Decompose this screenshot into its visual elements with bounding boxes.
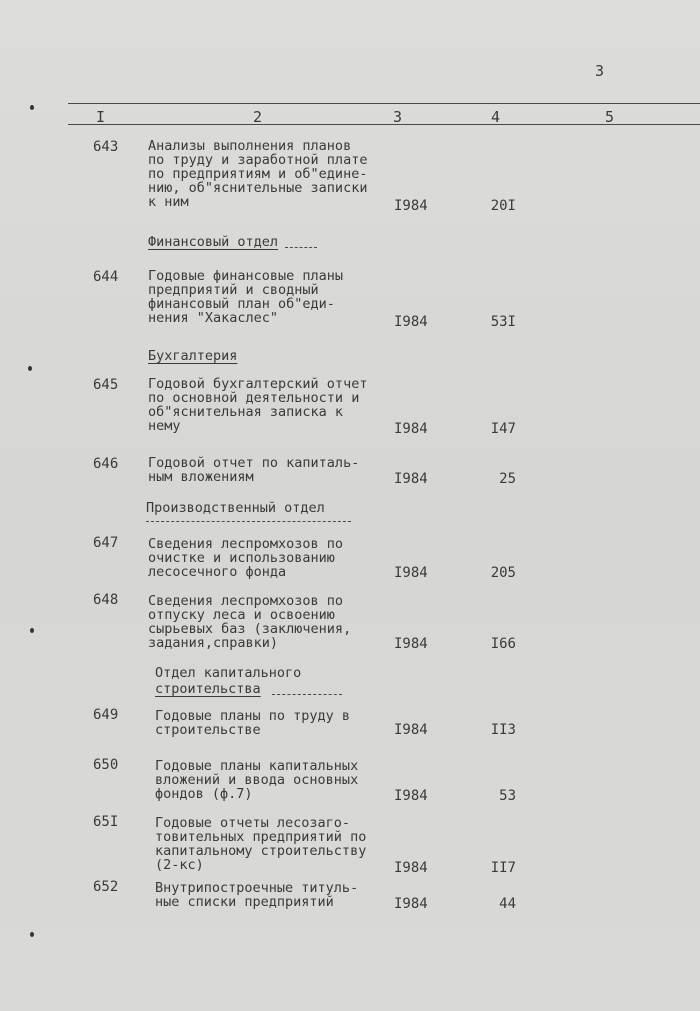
- entry-description: [148, 594, 351, 650]
- description-line: Анализы выполнения планов: [148, 138, 352, 154]
- description-line: Годовой бухгалтерский отчет: [148, 376, 368, 392]
- section-heading-capital-line2: строительства: [155, 681, 261, 697]
- section-heading-production: Производственный отдел: [146, 500, 325, 516]
- description-line: строительстве: [155, 722, 261, 738]
- description-line: Годовые отчеты лесозаго-: [155, 815, 351, 831]
- entry-sheet-count: II3: [490, 722, 516, 738]
- entry-year: I984: [394, 896, 428, 912]
- entry-sheet-count: 25: [499, 471, 516, 487]
- description-line: Годовые планы капитальных: [155, 758, 359, 774]
- entry-number: 650: [93, 757, 119, 773]
- description-line: отпуску леса и освоению: [148, 607, 335, 623]
- description-line: к ним: [148, 194, 189, 210]
- entry-number: 645: [93, 377, 119, 393]
- entry-sheet-count: 44: [499, 896, 516, 912]
- punch-mark: [30, 105, 34, 110]
- section-heading-finance: Финансовый отдел: [148, 234, 279, 250]
- punch-mark: [28, 366, 32, 371]
- description-line: ным вложениям: [148, 469, 254, 485]
- description-line: об"яснительная записка к: [148, 404, 344, 420]
- entry-description: [148, 456, 359, 484]
- entry-sheet-count: II7: [490, 860, 516, 876]
- description-line: Годовые планы по труду в: [155, 708, 351, 724]
- description-line: нему: [148, 418, 181, 434]
- entry-year: I984: [394, 722, 428, 738]
- entry-description: [148, 139, 367, 209]
- entry-sheet-count: 53: [499, 788, 516, 804]
- description-line: товительных предприятий по: [155, 829, 367, 845]
- description-line: нию, об"яснительные записки: [148, 180, 368, 196]
- description-line: по предприятиям и об"едине-: [148, 166, 368, 182]
- punch-mark: [30, 932, 34, 937]
- section-heading-capital-line1: Отдел капитального: [155, 665, 302, 681]
- column-header-3: 3: [393, 108, 403, 126]
- description-line: лесосечного фонда: [148, 564, 287, 580]
- entry-sheet-count: 205: [490, 565, 516, 581]
- entry-number: 65I: [93, 814, 119, 830]
- entry-sheet-count: 20I: [490, 198, 516, 214]
- column-header-2: 2: [253, 108, 263, 126]
- entry-number: 648: [93, 592, 119, 608]
- description-line: Годовые финансовые планы: [148, 268, 344, 284]
- section-underline-dashes: [146, 521, 351, 522]
- entry-sheet-count: I66: [490, 636, 516, 652]
- description-line: ные списки предприятий: [155, 894, 334, 910]
- description-line: Сведения леспромхозов по: [148, 593, 344, 609]
- column-header-4: 4: [491, 108, 501, 126]
- column-header-5: 5: [605, 108, 615, 126]
- section-underline-dashes: [272, 694, 342, 695]
- entry-sheet-count: I47: [490, 421, 516, 437]
- section-underline-dashes: [285, 247, 317, 248]
- entry-description: [148, 269, 343, 325]
- entry-number: 649: [93, 707, 119, 723]
- entry-year: I984: [394, 565, 428, 581]
- entry-number: 652: [93, 879, 119, 895]
- entry-description: [155, 709, 350, 737]
- description-line: финансовый план об"еди-: [148, 296, 335, 312]
- entry-number: 644: [93, 269, 119, 285]
- entry-year: I984: [394, 860, 428, 876]
- description-line: задания,справки): [148, 635, 279, 651]
- section-heading-accounting: Бухгалтерия: [148, 348, 238, 364]
- entry-sheet-count: 53I: [490, 314, 516, 330]
- entry-year: I984: [394, 198, 428, 214]
- entry-description: [148, 537, 343, 579]
- entry-year: I984: [394, 421, 428, 437]
- description-line: очистке и использованию: [148, 550, 335, 566]
- entry-description: [155, 816, 366, 872]
- description-line: Внутрипостроечные титуль-: [155, 880, 359, 896]
- description-line: по основной деятельности и: [148, 390, 360, 406]
- column-header-1: I: [96, 108, 106, 126]
- description-line: фондов (ф.7): [155, 786, 253, 802]
- description-line: капитальному строительству: [155, 843, 367, 859]
- description-line: Сведения леспромхозов по: [148, 536, 344, 552]
- entry-description: [155, 881, 358, 909]
- page-number: 3: [595, 62, 605, 80]
- entry-number: 646: [93, 456, 119, 472]
- description-line: предприятий и сводный: [148, 282, 319, 298]
- entry-year: I984: [394, 636, 428, 652]
- entry-year: I984: [394, 471, 428, 487]
- entry-year: I984: [394, 314, 428, 330]
- description-line: (2-кс): [155, 857, 204, 873]
- entry-year: I984: [394, 788, 428, 804]
- description-line: Годовой отчет по капиталь-: [148, 455, 360, 471]
- entry-number: 643: [93, 139, 119, 155]
- description-line: по труду и заработной плате: [148, 152, 368, 168]
- entry-number: 647: [93, 535, 119, 551]
- description-line: вложений и ввода основных: [155, 772, 359, 788]
- punch-mark: [30, 628, 34, 633]
- entry-description: [155, 759, 358, 801]
- table-top-rule: [68, 103, 700, 104]
- description-line: сырьевых баз (заключения,: [148, 621, 352, 637]
- entry-description: [148, 377, 367, 433]
- description-line: нения "Хакаслес": [148, 310, 279, 326]
